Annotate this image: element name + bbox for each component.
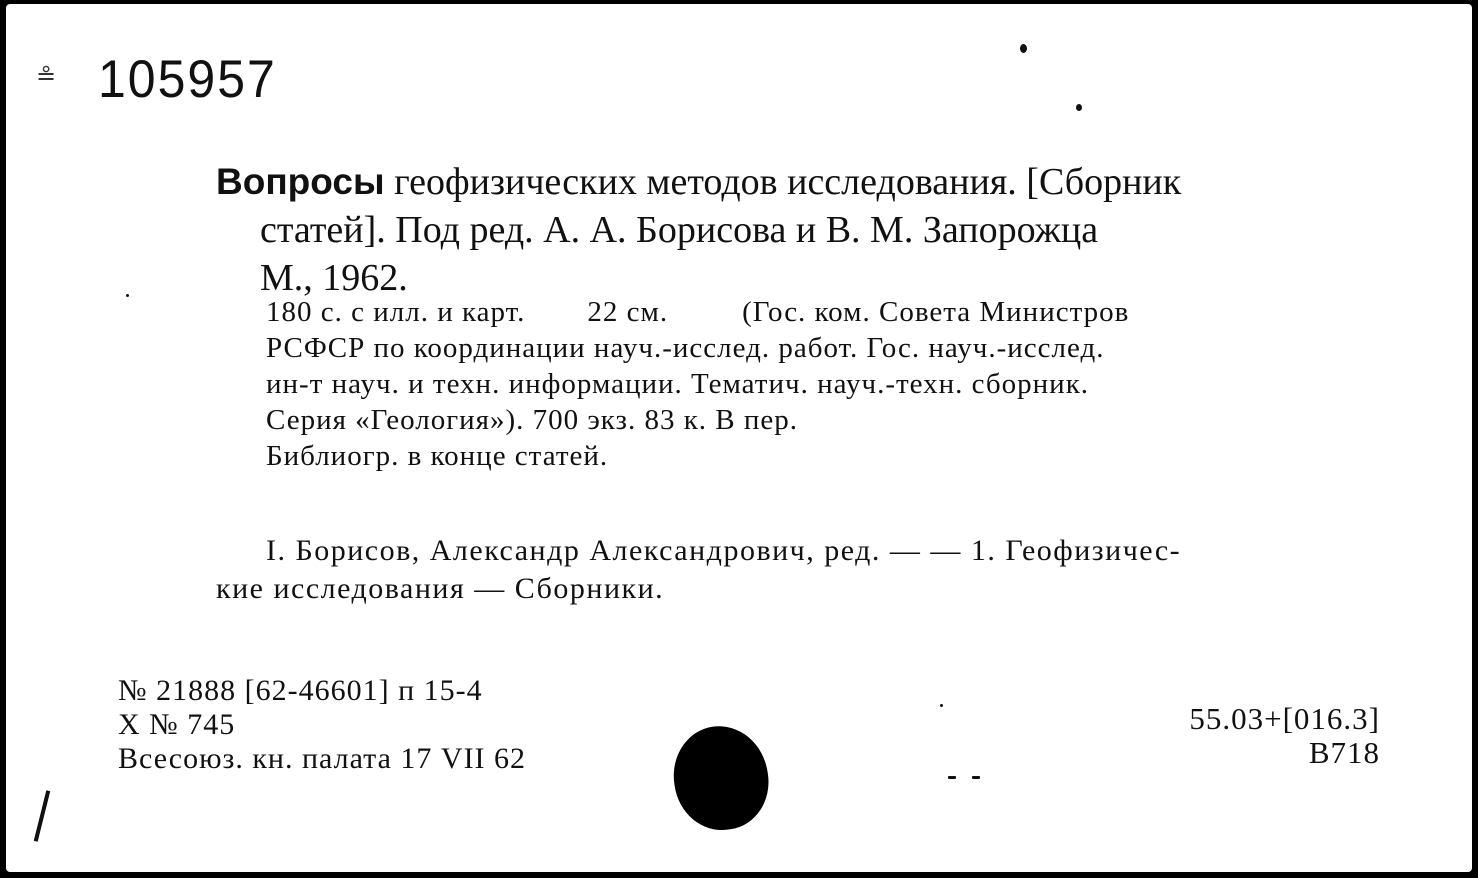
pages-note: 180 с. с илл. и карт.	[266, 296, 526, 328]
collation-notes	[266, 294, 1386, 474]
notes-line-3: ин-т науч. и техн. информации. Тематич. науч.-техн. сборник.	[266, 368, 1090, 400]
notes-line-1	[266, 294, 1386, 330]
speck	[1020, 44, 1027, 53]
speck	[1076, 104, 1082, 111]
author-mark: В718	[1308, 735, 1380, 770]
chamber-date: Всесоюз. кн. палата 17 VII 62	[118, 742, 527, 775]
record-info	[118, 674, 526, 776]
title-line-3: М., 1962.	[260, 257, 408, 299]
title-line-1-rest: геофизических методов исследования. [Сборник	[384, 161, 1182, 203]
speck	[126, 294, 129, 297]
classification-block	[1189, 702, 1380, 770]
inventory-number: 105957	[98, 49, 277, 109]
bibliographic-title	[216, 158, 1416, 302]
title-lead-word: Вопросы	[216, 161, 385, 202]
notes-line-5: Библиогр. в конце статей.	[266, 440, 609, 472]
notes-line-4: Серия «Геология»). 700 экз. 83 к. В пер.	[266, 404, 799, 436]
speck	[948, 776, 956, 779]
speck	[940, 704, 943, 707]
tracing-line-1: I. Борисов, Александр Александрович, ред. — — 1. Геофизичес-	[266, 534, 1182, 567]
stamp-mark-icon: ≗	[36, 62, 57, 90]
size-note: 22 см.	[587, 296, 669, 328]
tracing-line-2: кие исследования — Сборники.	[216, 572, 665, 605]
pencil-mark	[34, 790, 50, 841]
record-code: Х № 745	[118, 708, 236, 741]
title-line-2: статей]. Под ред. А. А. Борисова и В. М. Запорожца	[260, 209, 1099, 251]
record-number: № 21888 [62-46601] п 15-4	[118, 674, 483, 707]
title-line-1	[216, 158, 1416, 206]
tracing	[216, 532, 1386, 608]
punch-hole	[667, 720, 775, 836]
notes-line-2: РСФСР по координации науч.-исслед. работ. Гос. науч.-исслед.	[266, 332, 1105, 364]
catalog-card	[6, 4, 1472, 872]
udc-code: 55.03+[016.3]	[1189, 701, 1380, 736]
speck	[972, 776, 980, 779]
series-note-start: (Гос. ком. Совета Министров	[742, 296, 1130, 328]
